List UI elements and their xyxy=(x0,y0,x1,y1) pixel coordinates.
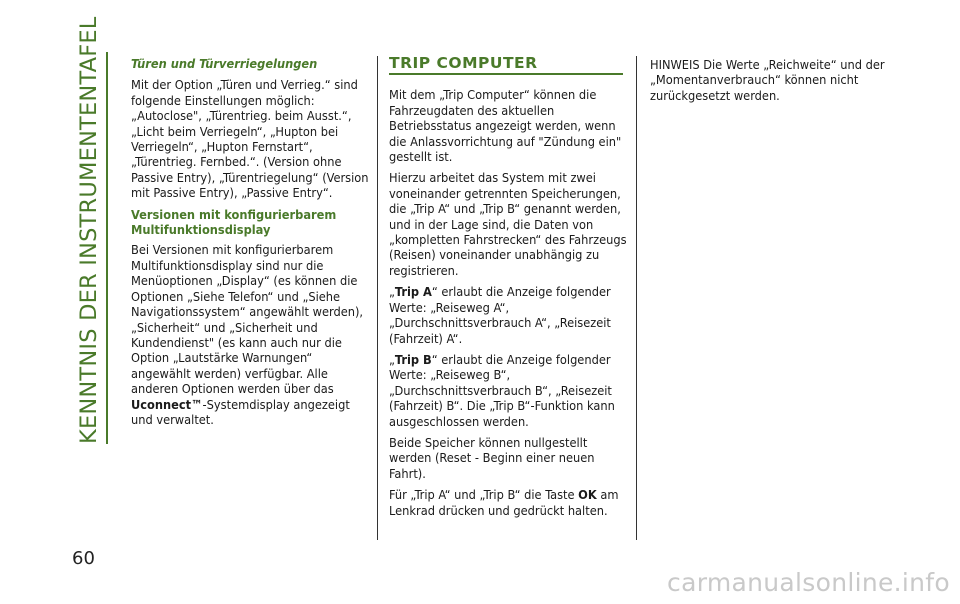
paragraph-trip-b xyxy=(389,352,627,429)
text-segment: Für „Trip A“ und „Trip B“ die Taste xyxy=(389,487,579,503)
text-segment: „ xyxy=(389,351,395,367)
page-number: 60 xyxy=(72,548,95,569)
trip-a-label: Trip A xyxy=(394,284,432,300)
chapter-title: KENNTNIS DER INSTRUMENTENTAFEL xyxy=(76,16,102,444)
paragraph-note: HINWEIS Die Werte „Reichweite“ und der „Momentanverbrauch“ können nicht zurückgesetzt werden. xyxy=(650,57,885,103)
column-divider xyxy=(636,56,637,540)
column-3 xyxy=(650,57,895,109)
text-segment: Bei Versionen mit konfigurierbarem Multifunktionsdisplay sind nur die Menüoptionen „Display“ (es können die Optionen „Siehe Telefon“ und „Siehe Navigationssystem“ angewählt werden), „Sicherheit“ und „Sicherheit und Kundendienst" (es kann auch nur die Option „Lautstärke Warnungen“ angewählt werden) verfügbar. Alle anderen Optionen werden über das xyxy=(131,242,364,397)
text-segment: am Lenkrad drücken und gedrückt halten. xyxy=(389,487,619,518)
section-title: TRIP COMPUTER xyxy=(389,54,538,72)
column-1 xyxy=(131,56,369,433)
ok-key-label: OK xyxy=(578,487,597,503)
text-segment: “ erlaubt die Anzeige folgender Werte: „Reiseweg A“, „Durchschnittsverbrauch A“, „Reisezeit (Fahrzeit) A“. xyxy=(389,284,611,346)
paragraph-trip-a xyxy=(389,284,627,346)
heading-doors: Türen und Türverriegelungen xyxy=(131,56,318,71)
watermark: carmanualsonline.info xyxy=(667,568,950,597)
column-2 xyxy=(389,56,627,524)
chapter-rule xyxy=(106,52,108,444)
paragraph-configurable-display xyxy=(131,242,369,427)
uconnect-brand: Uconnect™ xyxy=(131,396,203,412)
text-segment: “ erlaubt die Anzeige folgender Werte: „Reiseweg B“, „Durchschnittsverbrauch B“, „Reisezeit (Fahrzeit) B“. Die „Trip B“-Funktion kann ausgeschlossen werden. xyxy=(389,351,615,429)
column-divider xyxy=(377,56,378,540)
text-segment: „ xyxy=(389,284,395,300)
section-title-rule xyxy=(389,73,623,75)
text-segment: -Systemdisplay angezeigt und verwaltet. xyxy=(131,396,350,427)
paragraph-ok-button xyxy=(389,487,627,518)
heading-configurable-display: Versionen mit konfigurierbarem Multifunktionsdisplay xyxy=(131,206,337,238)
paragraph-reset: Beide Speicher können nullgestellt werden (Reset - Beginn einer neuen Fahrt). xyxy=(389,434,595,481)
paragraph-trip-intro: Mit dem „Trip Computer“ können die Fahrzeugdaten des aktuellen Betriebsstatus angezeigt werden, wenn die Anlassvorrichtung auf "Zündung ein" gestellt ist. xyxy=(389,87,622,165)
paragraph-doors: Mit der Option „Türen und Verrieg.“ sind folgende Einstellungen möglich: „Autoclose", „Türentrieg. beim Ausst.“, „Licht beim Verriegeln“, „Hupton bei Verriegeln“, „Hupton Fernstart“, „Türentrieg. Fernbed.“. (Version ohne Passive Entry), „Türentriegelung“ (Version mit Passive Entry), „Passive Entry“. xyxy=(131,77,369,201)
paragraph-trip-memories: Hierzu arbeitet das System mit zwei voneinander getrennten Speicherungen, die „Trip A“ und „Trip B“ genannt werden, und in der Lage sind, die Daten von „kompletten Fahrstrecken“ des Fahrzeugs (Reisen) voneinander unabhängig zu registrieren. xyxy=(389,170,627,278)
trip-b-label: Trip B xyxy=(394,351,432,367)
